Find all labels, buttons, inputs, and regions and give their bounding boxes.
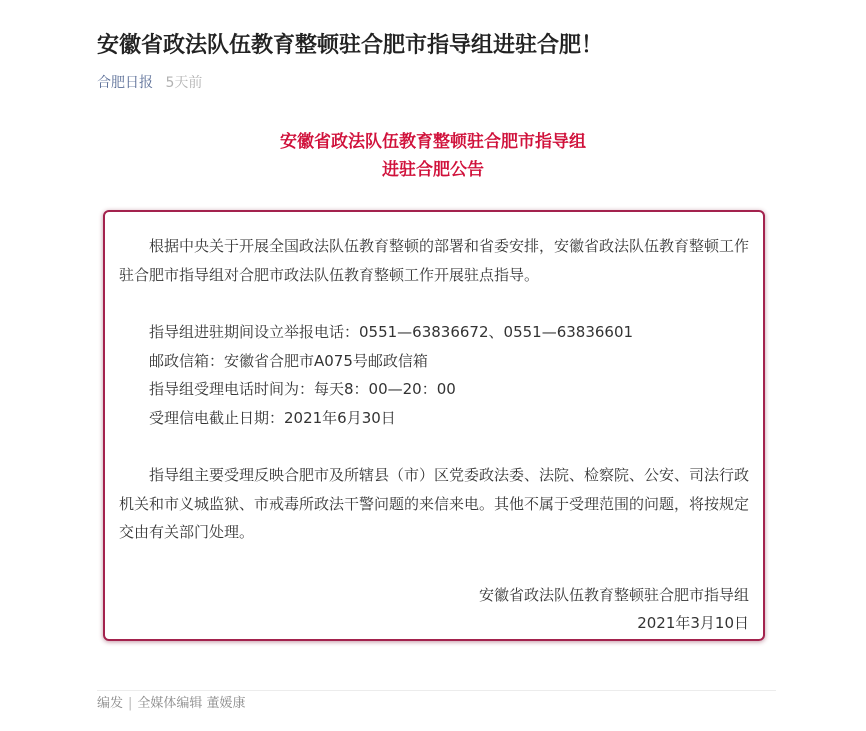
article-meta [97, 73, 202, 93]
notice-paragraph-scope: 指导组主要受理反映合肥市及所辖县（市）区党委政法委、法院、检察院、公安、司法行政机关和市义城监狱、市戒毒所政法干警问题的来信来电。其他不属于受理范围的问题，将按规定交由有关部门处理。 [119, 466, 750, 541]
footer-separator: | [128, 696, 133, 711]
deadline-line: 受理信电截止日期：2021年6月30日 [149, 408, 396, 427]
article-footer [97, 694, 246, 714]
article-title: 安徽省政法队伍教育整顿驻合肥市指导组进驻合肥！ [97, 33, 604, 58]
phone-hours-line: 指导组受理电话时间为：每天8：00—20：00 [149, 380, 456, 398]
footer-editor: 全媒体编辑 董媛康 [137, 696, 246, 711]
notice-title [0, 128, 866, 184]
footer-label: 编发 [97, 696, 124, 711]
report-phone-line: 指导组进驻期间设立举报电话：0551—63836672、0551—63836601 [149, 323, 634, 341]
publish-time: 5天前 [165, 75, 203, 91]
notice-paragraph-intro: 根据中央关于开展全国政法队伍教育整顿的部署和省委安排，安徽省政法队伍教育整顿工作驻合肥市指导组对合肥市政法队伍教育整顿工作开展驻点指导。 [119, 237, 750, 284]
notice-title-line2: 进驻合肥公告 [382, 160, 484, 180]
footer-divider [97, 690, 776, 691]
notice-box [103, 210, 765, 641]
source-link[interactable]: 合肥日报 [97, 75, 153, 91]
paragraph-spacer [119, 289, 749, 318]
notice-date: 2021年3月10日 [637, 614, 749, 632]
mailbox-line: 邮政信箱：安徽省合肥市A075号邮政信箱 [149, 351, 428, 370]
notice-signature: 安徽省政法队伍教育整顿驻合肥市指导组 [478, 585, 749, 604]
notice-title-line1: 安徽省政法队伍教育整顿驻合肥市指导组 [280, 132, 586, 152]
paragraph-spacer [119, 432, 749, 461]
paragraph-spacer [119, 547, 749, 581]
